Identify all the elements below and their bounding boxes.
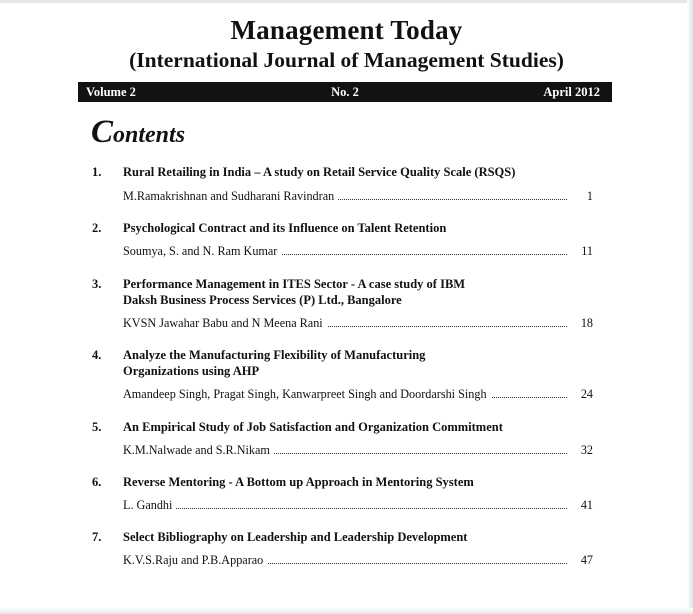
entry-title: Psychological Contract and its Influence on Talent Retention	[123, 221, 447, 235]
entry-number: 7.	[92, 530, 102, 544]
entry-page-number: 41	[569, 497, 593, 513]
entry-number: 5.	[92, 420, 102, 434]
entry-authors: Amandeep Singh, Pragat Singh, Kanwarpreet Singh and Doordarshi Singh	[123, 386, 491, 402]
entry-author-line	[123, 386, 593, 402]
entry-author-line	[123, 315, 593, 331]
entry-title-line-2: Organizations using AHP	[123, 364, 260, 378]
entry-number: 2.	[92, 221, 102, 235]
entry-authors: M.Ramakrishnan and Sudharani Ravindran	[123, 188, 338, 204]
entry-authors: KVSN Jawahar Babu and N Meena Rani	[123, 315, 327, 331]
entry-title-line-1: Analyze the Manufacturing Flexibility of Manufacturing	[123, 348, 426, 362]
entry-page-number: 11	[569, 243, 593, 259]
entry-author-line	[123, 243, 593, 259]
contents-heading	[91, 114, 185, 153]
contents-heading-rest: ontents	[113, 122, 186, 148]
entry-title: Select Bibliography on Leadership and Leadership Development	[123, 530, 468, 544]
entry-title: An Empirical Study of Job Satisfaction and Organization Commitment	[123, 420, 503, 434]
scan-edge-top	[0, 0, 693, 3]
entry-page-number: 18	[569, 315, 593, 331]
entry-author-line	[123, 188, 593, 204]
entry-number: 6.	[92, 475, 102, 489]
entry-number: 3.	[92, 277, 102, 291]
issue-date: April 2012	[543, 85, 600, 99]
entry-author-line	[123, 442, 593, 458]
dot-leader	[123, 508, 567, 509]
entry-title: Reverse Mentoring - A Bottom up Approach in Mentoring System	[123, 475, 474, 489]
entry-title	[123, 347, 563, 379]
volume-label: Volume 2	[86, 85, 136, 99]
entry-title-line-1: Performance Management in ITES Sector - A case study of IBM	[123, 277, 466, 291]
entry-author-line	[123, 552, 593, 568]
journal-subtitle: (International Journal of Management Studies)	[129, 48, 564, 72]
entry-authors: Soumya, S. and N. Ram Kumar	[123, 243, 281, 259]
entry-title: Rural Retailing in India – A study on Retail Service Quality Scale (RSQS)	[123, 165, 516, 179]
entry-authors: K.M.Nalwade and S.R.Nikam	[123, 442, 274, 458]
entry-page-number: 1	[569, 188, 593, 204]
entry-page-number: 32	[569, 442, 593, 458]
issue-bar	[78, 82, 612, 102]
entry-author-line	[123, 497, 593, 513]
scan-edge-bottom	[0, 608, 693, 614]
entry-number: 1.	[92, 165, 102, 179]
entry-number: 4.	[92, 348, 102, 362]
entry-title-line-2: Daksh Business Process Services (P) Ltd., Bangalore	[123, 293, 402, 307]
contents-heading-initial: C	[91, 114, 114, 150]
journal-title: Management Today	[230, 15, 463, 45]
scan-edge-right	[687, 0, 693, 614]
entry-authors: L. Gandhi	[123, 497, 176, 513]
entry-title	[123, 276, 563, 308]
issue-number: No. 2	[331, 85, 359, 99]
entry-authors: K.V.S.Raju and P.B.Apparao	[123, 552, 267, 568]
entry-page-number: 24	[569, 386, 593, 402]
entry-page-number: 47	[569, 552, 593, 568]
